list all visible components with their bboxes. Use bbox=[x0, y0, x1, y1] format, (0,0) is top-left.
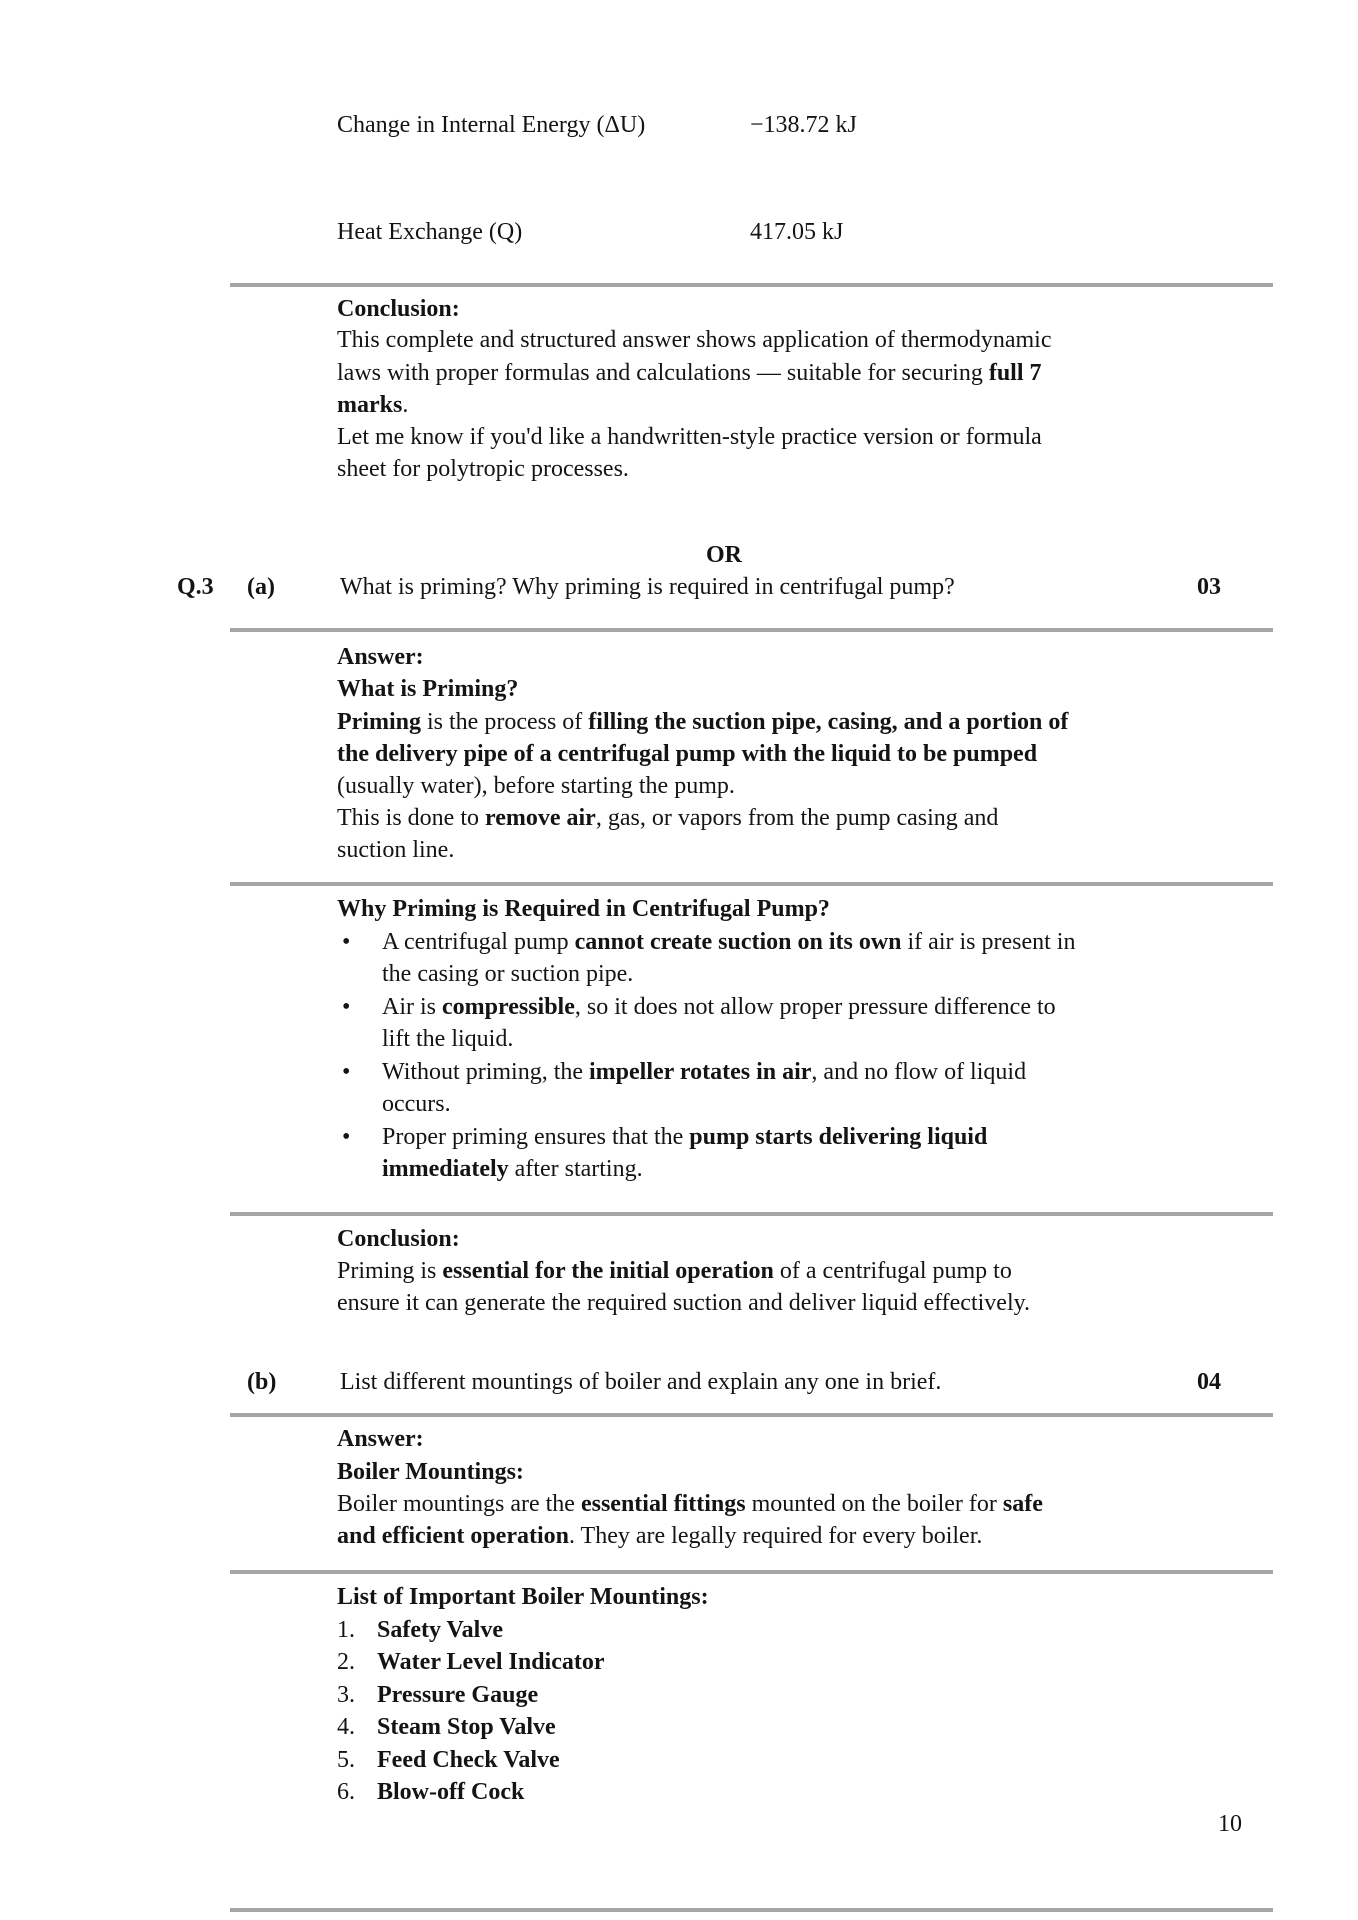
mountings-list-heading bbox=[337, 1585, 709, 1609]
bold-text-segment: full 7 bbox=[988, 360, 1042, 386]
bold-text-segment: Safety Valve bbox=[377, 1617, 503, 1643]
text-segment: List different mountings of boiler and explain any one in brief. bbox=[340, 1369, 942, 1395]
text-segment: Let me know if you'd like a handwritten-style practice version or formula bbox=[337, 424, 1042, 450]
or-separator bbox=[706, 543, 742, 567]
text-segment: , and no flow of liquid bbox=[811, 1059, 1027, 1085]
bold-text-segment: Priming bbox=[337, 709, 421, 735]
text-segment: . bbox=[402, 392, 409, 418]
text-segment: . They are legally required for every boiler. bbox=[568, 1523, 983, 1549]
text-segment: Heat Exchange (Q) bbox=[337, 219, 523, 245]
text-line bbox=[337, 710, 1068, 734]
bold-text-segment: Why Priming is Required in Centrifugal Pump? bbox=[337, 896, 830, 922]
text-line bbox=[337, 806, 998, 830]
bold-text-segment: Boiler Mountings: bbox=[337, 1459, 524, 1485]
question-number bbox=[177, 575, 214, 599]
text-segment: −138.72 kJ bbox=[750, 112, 857, 138]
text-line bbox=[337, 838, 454, 862]
text-line bbox=[382, 1157, 643, 1181]
section-divider-rule bbox=[230, 1212, 1273, 1216]
section-divider-rule bbox=[230, 283, 1273, 287]
text-line bbox=[337, 1291, 1030, 1315]
bold-text-segment: What is Priming? bbox=[337, 676, 519, 702]
text-line bbox=[382, 962, 633, 986]
text-line bbox=[382, 930, 1075, 954]
question-text-b bbox=[340, 1370, 941, 1394]
bold-text-segment: impeller rotates in air bbox=[589, 1059, 812, 1085]
why-priming-heading bbox=[337, 897, 830, 921]
bold-text-segment: Feed Check Valve bbox=[377, 1747, 560, 1773]
text-segment: Air is bbox=[382, 994, 442, 1020]
table-value-internal-energy bbox=[750, 113, 857, 137]
text-segment: What is priming? Why priming is required in centrifugal pump? bbox=[340, 574, 955, 600]
bold-text-segment: OR bbox=[706, 542, 742, 568]
text-line bbox=[337, 742, 1037, 766]
bold-text-segment: Blow-off Cock bbox=[377, 1779, 525, 1805]
list-item bbox=[377, 1715, 556, 1739]
bold-text-segment: List of Important Boiler Mountings: bbox=[337, 1584, 709, 1610]
text-segment: Proper priming ensures that the bbox=[382, 1124, 690, 1150]
list-marker: • bbox=[342, 929, 351, 955]
bold-text-segment: marks bbox=[337, 392, 403, 418]
text-line bbox=[337, 1460, 524, 1484]
text-line bbox=[337, 1524, 982, 1548]
section-divider-rule bbox=[230, 1570, 1273, 1574]
list-item bbox=[377, 1683, 538, 1707]
text-segment: if air is present in bbox=[901, 929, 1076, 955]
text-segment: mounted on the boiler for bbox=[745, 1491, 1003, 1517]
section-divider-rule bbox=[230, 882, 1273, 886]
bold-text-segment: (a) bbox=[247, 574, 275, 600]
list-marker: 6. bbox=[337, 1779, 355, 1805]
bold-text-segment: (b) bbox=[247, 1369, 277, 1395]
text-segment: occurs. bbox=[382, 1091, 451, 1117]
bold-text-segment: pump starts delivering liquid bbox=[689, 1124, 988, 1150]
text-line bbox=[337, 361, 1042, 385]
list-marker: 4. bbox=[337, 1714, 355, 1740]
text-line bbox=[337, 1492, 1043, 1516]
bold-text-segment: safe bbox=[1002, 1491, 1043, 1517]
table-label-heat-exchange bbox=[337, 220, 522, 244]
conclusion-heading bbox=[337, 297, 460, 321]
list-marker: 5. bbox=[337, 1747, 355, 1773]
text-segment: A centrifugal pump bbox=[382, 929, 575, 955]
answer-heading-b bbox=[337, 1427, 424, 1451]
answer-heading-a bbox=[337, 645, 424, 669]
text-segment: Priming is bbox=[337, 1258, 443, 1284]
bold-text-segment: Answer: bbox=[337, 644, 424, 670]
page-number bbox=[1218, 1812, 1242, 1836]
section-divider-rule bbox=[230, 628, 1273, 632]
marks-b bbox=[1197, 1370, 1221, 1394]
text-line bbox=[337, 328, 1051, 352]
bold-text-segment: cannot create suction on its own bbox=[574, 929, 902, 955]
text-segment: is the process of bbox=[421, 709, 589, 735]
text-segment: suction line. bbox=[337, 837, 455, 863]
bold-text-segment: filling the suction pipe, casing, and a portion of bbox=[588, 709, 1069, 735]
list-marker: • bbox=[342, 994, 351, 1020]
text-line bbox=[337, 457, 629, 481]
text-line bbox=[382, 1027, 513, 1051]
bold-text-segment: the delivery pipe of a centrifugal pump with the liquid to be pumped bbox=[337, 741, 1038, 767]
section-divider-rule bbox=[230, 1908, 1273, 1912]
text-line bbox=[382, 1060, 1026, 1084]
text-line bbox=[382, 995, 1056, 1019]
bold-text-segment: Conclusion: bbox=[337, 1226, 460, 1252]
bold-text-segment: Water Level Indicator bbox=[377, 1649, 605, 1675]
bold-text-segment: compressible bbox=[442, 994, 575, 1020]
list-item bbox=[377, 1780, 524, 1804]
question-part-b bbox=[247, 1370, 276, 1394]
text-segment: , gas, or vapors from the pump casing and bbox=[595, 805, 999, 831]
marks-a bbox=[1197, 575, 1221, 599]
bold-text-segment: Answer: bbox=[337, 1426, 424, 1452]
list-marker: 2. bbox=[337, 1649, 355, 1675]
text-segment: after starting. bbox=[508, 1156, 643, 1182]
list-marker: • bbox=[342, 1124, 351, 1150]
text-segment: ensure it can generate the required suction and deliver liquid effectively. bbox=[337, 1290, 1031, 1316]
text-segment: of a centrifugal pump to bbox=[773, 1258, 1012, 1284]
bold-text-segment: remove air bbox=[485, 805, 596, 831]
bold-text-segment: Q.3 bbox=[177, 574, 214, 600]
bold-text-segment: essential fittings bbox=[580, 1491, 746, 1517]
text-line bbox=[337, 393, 408, 417]
list-item bbox=[377, 1748, 560, 1772]
list-marker: 3. bbox=[337, 1682, 355, 1708]
bold-text-segment: Conclusion: bbox=[337, 296, 460, 322]
list-item bbox=[377, 1650, 605, 1674]
text-line bbox=[337, 425, 1042, 449]
text-segment: This complete and structured answer shows application of thermodynamic bbox=[337, 327, 1052, 353]
list-item bbox=[377, 1618, 503, 1642]
text-line bbox=[382, 1092, 451, 1116]
text-segment: lift the liquid. bbox=[382, 1026, 514, 1052]
text-line bbox=[337, 677, 518, 701]
table-label-internal-energy bbox=[337, 113, 645, 137]
text-segment: Without priming, the bbox=[382, 1059, 590, 1085]
text-line bbox=[337, 1259, 1012, 1283]
text-segment: Boiler mountings are the bbox=[337, 1491, 581, 1517]
bold-text-segment: Steam Stop Valve bbox=[377, 1714, 556, 1740]
bold-text-segment: Pressure Gauge bbox=[377, 1682, 539, 1708]
conclusion-heading-a bbox=[337, 1227, 460, 1251]
text-segment: (usually water), before starting the pump. bbox=[337, 773, 735, 799]
text-segment: 417.05 kJ bbox=[750, 219, 844, 245]
bold-text-segment: and efficient operation bbox=[337, 1523, 569, 1549]
list-marker: 1. bbox=[337, 1617, 355, 1643]
bold-text-segment: 03 bbox=[1197, 574, 1221, 600]
text-segment: laws with proper formulas and calculations — suitable for securing bbox=[337, 360, 989, 386]
question-text-a bbox=[340, 575, 955, 599]
text-segment: , so it does not allow proper pressure difference to bbox=[574, 994, 1056, 1020]
text-segment: This is done to bbox=[337, 805, 485, 831]
text-segment: Change in Internal Energy (ΔU) bbox=[337, 112, 646, 138]
bold-text-segment: 04 bbox=[1197, 1369, 1221, 1395]
section-divider-rule bbox=[230, 1413, 1273, 1417]
bold-text-segment: essential for the initial operation bbox=[442, 1258, 774, 1284]
text-line bbox=[382, 1125, 987, 1149]
text-segment: 10 bbox=[1218, 1811, 1242, 1837]
bold-text-segment: immediately bbox=[382, 1156, 509, 1182]
table-value-heat-exchange bbox=[750, 220, 843, 244]
question-part-a bbox=[247, 575, 275, 599]
text-line bbox=[337, 774, 735, 798]
text-segment: the casing or suction pipe. bbox=[382, 961, 634, 987]
text-segment: sheet for polytropic processes. bbox=[337, 456, 629, 482]
list-marker: • bbox=[342, 1059, 351, 1085]
